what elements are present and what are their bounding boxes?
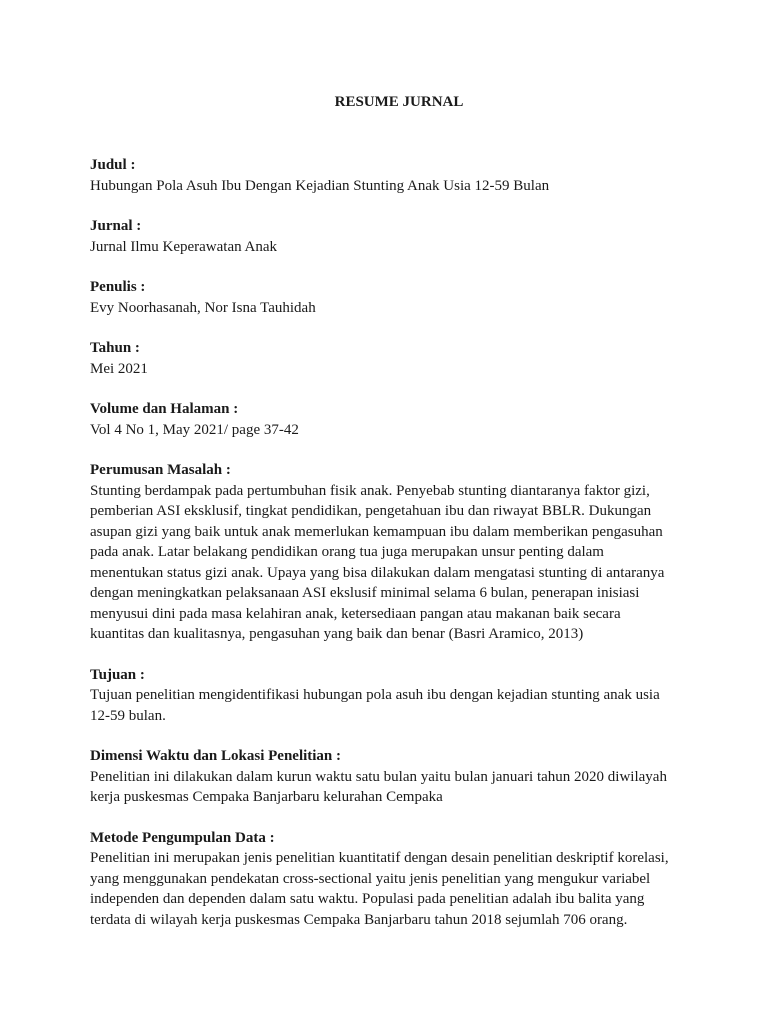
document-title: RESUME JURNAL xyxy=(334,94,464,110)
section-body-perumusan-masalah: Stunting berdampak pada pertumbuhan fisik anak. Penyebab stunting diantaranya faktor gizi, pemberian ASI eksklusif, tingkat pendidikan, pengetahuan ibu dan riwayat BBLR. Dukungan asupan gizi yang baik untuk anak memerlukan kemampuan ibu dalam memberikan pengasuhan pada anak. Latar belakang pendidikan orang tua juga merupakan unsur penting dalam menentukan status gizi anak. Upaya yang bisa dilakukan dalam mengatasi stunting di antaranya dengan meningkatkan pelaksanaan ASI ekslusif minimal selama 6 bulan, penerapan inisiasi menyusui dini pada masa kelahiran anak, ketersediaan pangan atau makanan baik secara kuantitas dan kualitasnya, pengasuhan yang baik dan benar (Basri Aramico, 2013) xyxy=(90,482,665,642)
section-dimensi-waktu-lokasi xyxy=(90,746,690,808)
section-heading-tahun: Tahun : xyxy=(90,340,140,356)
section-volume-halaman xyxy=(90,399,690,440)
section-body-judul: Hubungan Pola Asuh Ibu Dengan Kejadian Stunting Anak Usia 12-59 Bulan xyxy=(90,177,550,194)
section-body-dimensi-waktu-lokasi: Penelitian ini dilakukan dalam kurun waktu satu bulan yaitu bulan januari tahun 2020 diwilayah kerja puskesmas Cempaka Banjarbaru kelurahan Cempaka xyxy=(90,768,667,805)
section-penulis xyxy=(90,277,690,318)
section-body-tujuan: Tujuan penelitian mengidentifikasi hubungan pola asuh ibu dengan kejadian stunting anak usia 12-59 bulan. xyxy=(90,687,660,724)
section-heading-perumusan-masalah: Perumusan Masalah : xyxy=(90,462,231,478)
section-body-volume-halaman: Vol 4 No 1, May 2021/ page 37-42 xyxy=(90,421,299,438)
section-body-penulis: Evy Noorhasanah, Nor Isna Tauhidah xyxy=(90,299,316,316)
section-perumusan-masalah xyxy=(90,460,690,645)
section-body-tahun: Mei 2021 xyxy=(90,360,148,377)
section-heading-penulis: Penulis : xyxy=(90,279,146,295)
section-tujuan xyxy=(90,665,690,727)
section-body-metode-pengumpulan-data: Penelitian ini merupakan jenis penelitian kuantitatif dengan desain penelitian deskriptif korelasi, yang menggunakan pendekatan cross-sectional yaitu jenis penelitian yang mengukur variabel independen dan dependen dalam satu waktu. Populasi pada penelitian adalah ibu balita yang terdata di wilayah kerja puskesmas Cempaka Banjarbaru tahun 2018 sejumlah 706 orang. xyxy=(90,850,669,928)
section-tahun xyxy=(90,338,690,379)
document-page xyxy=(90,92,690,950)
section-heading-judul: Judul : xyxy=(90,157,136,173)
section-heading-volume-halaman: Volume dan Halaman : xyxy=(90,401,239,417)
section-heading-jurnal: Jurnal : xyxy=(90,218,142,234)
section-judul xyxy=(90,155,690,196)
section-jurnal xyxy=(90,216,690,257)
section-metode-pengumpulan-data xyxy=(90,828,690,931)
section-heading-dimensi-waktu-lokasi: Dimensi Waktu dan Lokasi Penelitian : xyxy=(90,748,342,764)
section-heading-tujuan: Tujuan : xyxy=(90,666,145,683)
section-body-jurnal: Jurnal Ilmu Keperawatan Anak xyxy=(90,238,278,255)
section-heading-metode-pengumpulan-data: Metode Pengumpulan Data : xyxy=(90,829,275,846)
